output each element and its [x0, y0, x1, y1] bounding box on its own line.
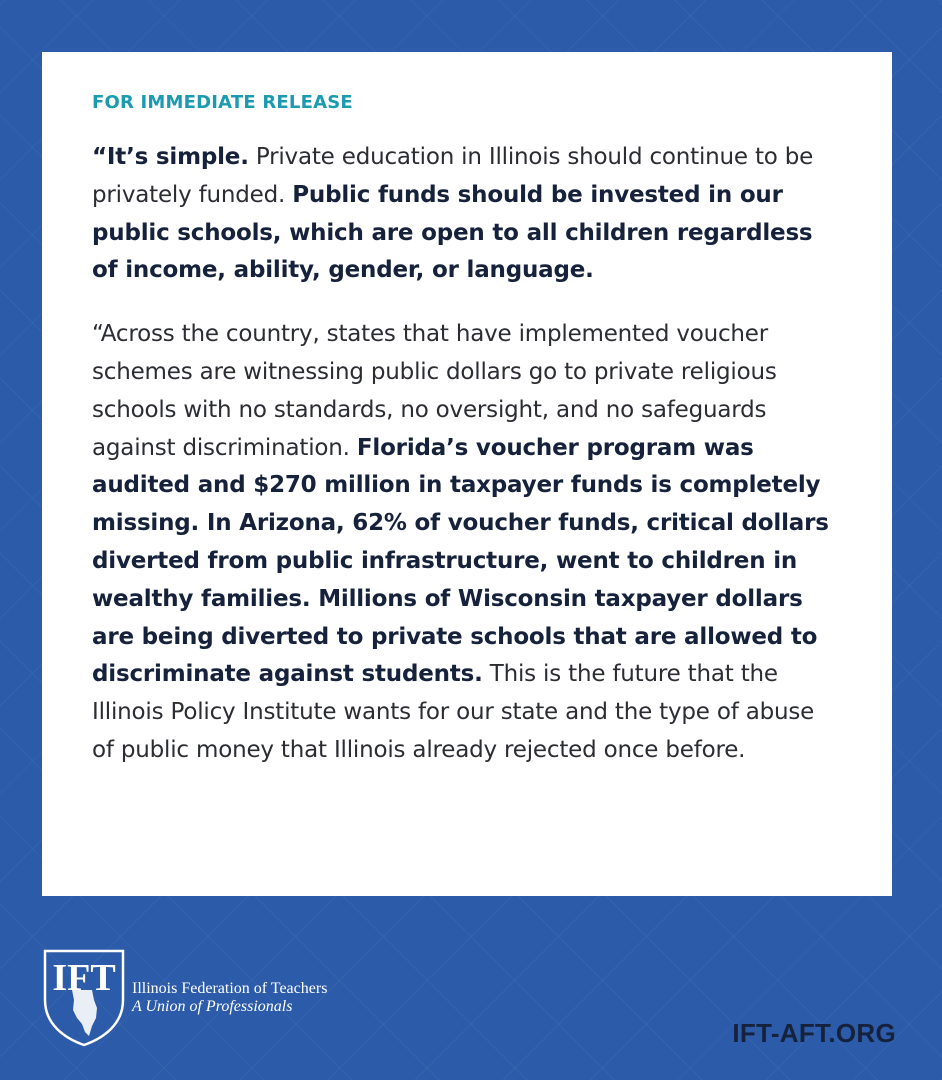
ift-logo: [42, 948, 327, 1048]
quote-2-emphasis: Florida’s voucher program was audited and $270 million in taxpayer funds is completely missing. In Arizona, 62% of voucher funds, critical dollars diverted from public infrastructure, went to children in wealthy families. Millions of Wisconsin taxpayer dollars are being diverted to private schools that are allowed to discriminate against students.: [92, 434, 829, 688]
quote-paragraph-1: [92, 139, 842, 290]
ift-shield-logo-icon: [42, 948, 126, 1048]
release-card: [42, 52, 892, 896]
org-text: [132, 980, 327, 1016]
website-url: IFT-AFT.ORG: [732, 1018, 896, 1048]
org-tagline: A Union of Professionals: [132, 998, 293, 1015]
logo-letters: IFT: [52, 957, 116, 999]
org-name: Illinois Federation of Teachers: [132, 980, 328, 997]
quote-1-text: Private education in Illinois should continue to be privately funded.: [92, 144, 814, 208]
quote-2-closing: This is the future that the Illinois Policy Institute wants for our state and the type of abuse of public money that Illinois already rejected once before.: [92, 661, 815, 763]
quote-paragraph-2: [92, 316, 842, 770]
quote-1-emphasis: Public funds should be invested in our public schools, which are open to all children regardless of income, ability, gender, or language.: [92, 181, 813, 284]
release-label: FOR IMMEDIATE RELEASE: [92, 92, 353, 113]
quote-2-text: “Across the country, states that have implemented voucher schemes are witnessing public dollars go to private religious schools with no standards, no oversight, and no safeguards against discrimination.: [92, 321, 777, 461]
quote-lead: “It’s simple.: [92, 144, 249, 170]
